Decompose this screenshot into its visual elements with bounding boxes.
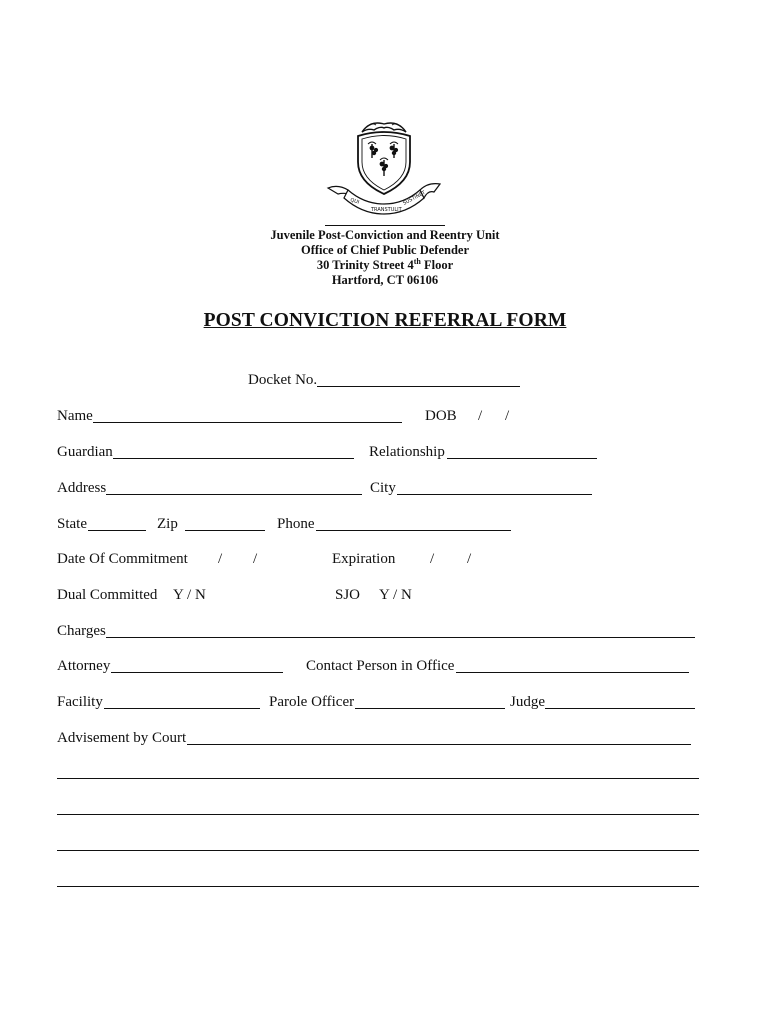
docket-label: Docket No. (248, 372, 318, 388)
dob-separator: / (505, 408, 510, 424)
street-address-text: 30 Trinity Street 4 (316, 258, 414, 272)
letterhead (185, 228, 585, 288)
facility-field[interactable] (104, 708, 260, 709)
zip-label: Zip (157, 516, 178, 532)
expiration-date-separator: / (467, 551, 472, 567)
parole-officer-field[interactable] (355, 708, 505, 709)
relationship-label: Relationship (369, 444, 445, 460)
dual-committed-yes-no[interactable]: Y / N (173, 587, 206, 603)
commitment-date-separator: / (253, 551, 258, 567)
charges-label: Charges (57, 623, 106, 639)
facility-label: Facility (57, 694, 103, 710)
contact-person-field[interactable] (456, 672, 689, 673)
phone-field[interactable] (316, 530, 511, 531)
dob-separator: / (478, 408, 483, 424)
judge-label: Judge (510, 694, 545, 710)
date-of-commitment-label: Date Of Commitment (57, 551, 188, 567)
city-state-zip: Hartford, CT 06106 (331, 273, 439, 287)
judge-field[interactable] (545, 708, 695, 709)
seal-divider (325, 225, 445, 226)
dob-label: DOB (425, 408, 457, 424)
advisement-line[interactable] (57, 850, 699, 851)
sjo-label: SJO (335, 587, 361, 603)
relationship-field[interactable] (447, 458, 597, 459)
phone-label: Phone (277, 516, 315, 532)
parole-officer-label: Parole Officer (269, 694, 355, 710)
floor-text: Floor (420, 258, 454, 272)
street-address (185, 258, 585, 273)
name-label: Name (57, 408, 93, 424)
advisement-label: Advisement by Court (57, 730, 187, 746)
connecticut-state-seal (324, 118, 444, 222)
commitment-date-separator: / (218, 551, 223, 567)
attorney-field[interactable] (111, 672, 283, 673)
expiration-date-separator: / (430, 551, 435, 567)
unit-name: Juvenile Post-Conviction and Reentry Unit (270, 228, 500, 242)
sjo-yes-no[interactable]: Y / N (379, 587, 412, 603)
expiration-label: Expiration (332, 551, 396, 567)
advisement-field[interactable] (187, 744, 691, 745)
office-name: Office of Chief Public Defender (300, 243, 469, 257)
zip-field[interactable] (185, 530, 265, 531)
floor-ordinal: th (413, 256, 421, 266)
guardian-label: Guardian (57, 444, 113, 460)
contact-person-label: Contact Person in Office (306, 658, 455, 674)
motto-middle: TRANSTULIT (371, 207, 402, 213)
city-label: City (370, 480, 396, 496)
charges-field[interactable] (106, 637, 695, 638)
form-title: POST CONVICTION REFERRAL FORM (203, 310, 567, 331)
state-label: State (57, 516, 87, 532)
address-label: Address (57, 480, 107, 496)
advisement-line[interactable] (57, 778, 699, 779)
motto-left: QUI (349, 197, 360, 206)
dual-committed-label: Dual Committed (57, 587, 158, 603)
attorney-label: Attorney (57, 658, 111, 674)
city-field[interactable] (397, 494, 592, 495)
advisement-line[interactable] (57, 814, 699, 815)
address-field[interactable] (106, 494, 362, 495)
docket-field[interactable] (317, 386, 520, 387)
advisement-line[interactable] (57, 886, 699, 887)
motto-right: SUSTINET (402, 189, 427, 207)
name-field[interactable] (93, 422, 402, 423)
state-field[interactable] (88, 530, 146, 531)
guardian-field[interactable] (113, 458, 354, 459)
